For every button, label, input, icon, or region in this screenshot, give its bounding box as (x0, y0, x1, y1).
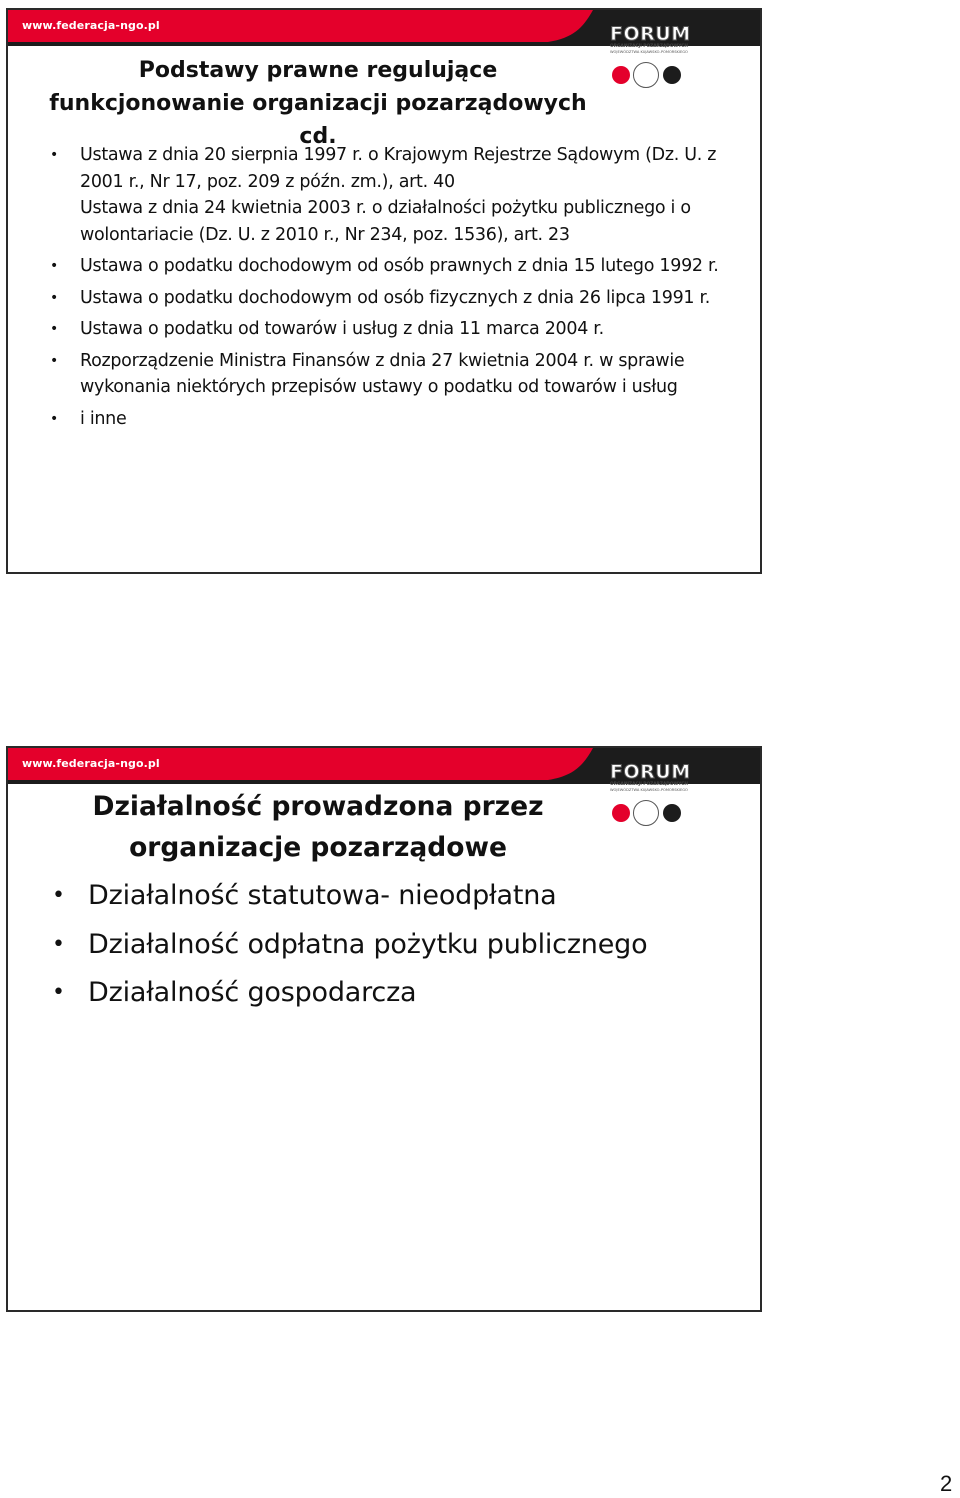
logo-subtitle: ORGANIZACJI POZARZĄDOWYCH (610, 44, 688, 49)
list-item (48, 316, 748, 343)
list-item-text: Ustawa z dnia 24 kwietnia 2003 r. o działalności pożytku publicznego i o wolontariacie (Dz. U. z 2010 r., Nr 234, poz. 1536), art. 23 (80, 198, 691, 245)
list-item-text: Ustawa z dnia 20 sierpnia 1997 r. o Krajowym Rejestrze Sądowym (Dz. U. z 2001 r., Nr 17, poz. 209 z późn. zm.), art. 40 (80, 145, 717, 192)
list-item (48, 406, 748, 433)
bullet-list (48, 878, 748, 1024)
logo-subtitle-2: WOJEWÓDZTWA KUJAWSKO-POMORSKIEGO (610, 788, 688, 792)
list-item-text: i inne (80, 408, 127, 429)
website-url: www.federacja-ngo.pl (22, 19, 160, 32)
bullet-marker: • (50, 410, 58, 427)
logo-black-dot (663, 66, 681, 84)
list-item-text: Ustawa o podatku od towarów i usług z dnia 11 marca 2004 r. (80, 319, 604, 339)
forum-logo (608, 24, 692, 84)
list-item (48, 975, 748, 1011)
slide-title: Podstawy prawne regulujące funkcjonowanie organizacji pozarządowych cd. (49, 58, 587, 149)
list-item-text: Ustawa o podatku dochodowym od osób prawnych z dnia 15 lutego 1992 r. (80, 256, 719, 276)
list-item (48, 878, 748, 914)
list-item (48, 927, 748, 963)
list-item (48, 195, 748, 248)
bullet-marker: • (50, 352, 58, 369)
slide-title: Działalność prowadzona przez organizacje pozarządowe (92, 791, 544, 863)
logo-subtitle: ORGANIZACJI POZARZĄDOWYCH (610, 782, 688, 787)
list-item (48, 348, 748, 401)
list-item (48, 253, 748, 280)
logo-white-dot (633, 62, 659, 88)
bullet-marker: • (52, 980, 65, 1005)
forum-logo (608, 762, 692, 822)
list-item-text: Działalność statutowa- nieodpłatna (88, 880, 557, 911)
logo-word: FORUM (610, 23, 691, 45)
logo-word: FORUM (610, 761, 691, 783)
logo-black-dot (663, 804, 681, 822)
slide-1 (6, 8, 762, 574)
website-url: www.federacja-ngo.pl (22, 757, 160, 770)
bullet-marker: • (50, 258, 58, 274)
logo-red-dot (612, 66, 630, 84)
logo-white-dot (633, 800, 659, 826)
logo-subtitle-2: WOJEWÓDZTWA KUJAWSKO-POMORSKIEGO (610, 50, 688, 54)
bullet-list (48, 142, 748, 437)
bullet-marker: • (50, 321, 58, 337)
list-item-text: Działalność gospodarcza (88, 977, 417, 1008)
bullet-marker: • (52, 931, 65, 957)
page-number: 2 (940, 1471, 953, 1496)
list-item-text: Działalność odpłatna pożytku publicznego (88, 928, 648, 960)
bullet-marker: • (50, 289, 58, 306)
bullet-marker: • (50, 147, 58, 163)
list-item-text: Rozporządzenie Ministra Finansów z dnia 27 kwietnia 2004 r. w sprawie wykonania niektórych przepisów ustawy o podatku od towarów i usług (80, 350, 685, 397)
list-item (48, 142, 748, 195)
list-item (48, 285, 748, 312)
bullet-marker: • (52, 883, 65, 908)
slide-2 (6, 746, 762, 1312)
list-item-text: Ustawa o podatku dochodowym od osób fizycznych z dnia 26 lipca 1991 r. (80, 287, 711, 308)
logo-red-dot (612, 804, 630, 822)
